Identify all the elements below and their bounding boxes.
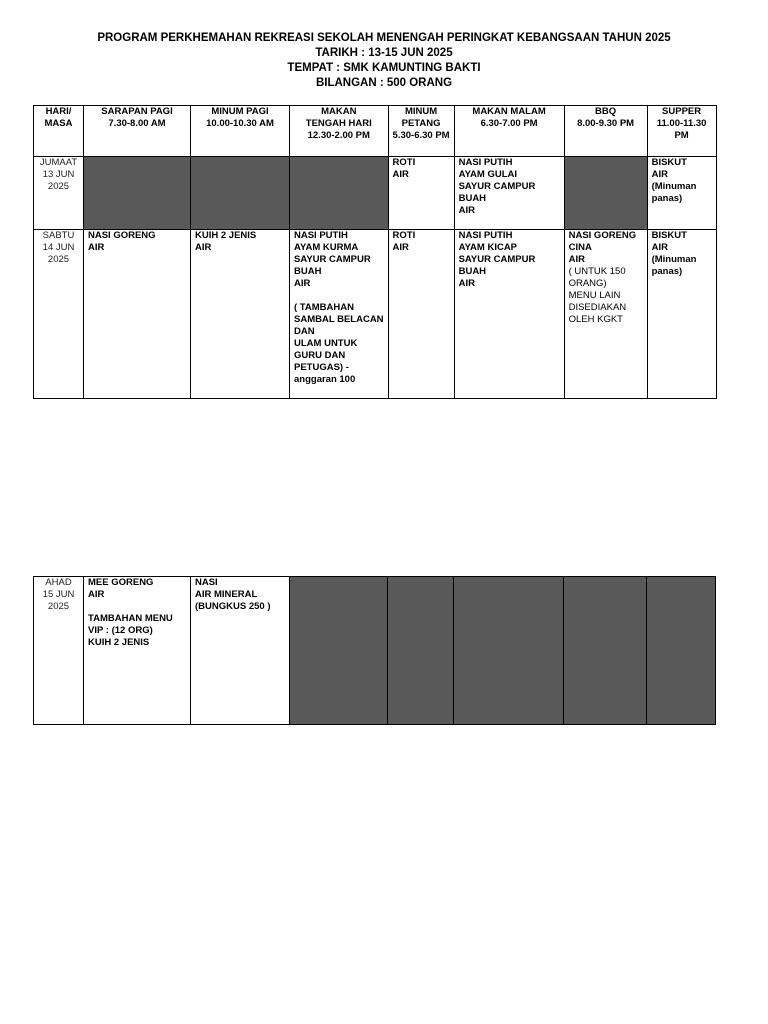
- table-row: [34, 230, 717, 399]
- menu-cell-minum-petang: ROTI AIR: [388, 157, 454, 230]
- menu-table-continued: [33, 576, 716, 725]
- program-title: PROGRAM PERKHEMAHAN REKREASI SEKOLAH MENENGAH PERINGKAT KEBANGSAAN TAHUN 2025: [97, 32, 671, 44]
- col-header-bbq: BBQ 8.00-9.30 PM: [564, 106, 647, 157]
- menu-cell-sarapan: NASI GORENG AIR: [84, 230, 191, 399]
- menu-cell-minum-pagi: KUIH 2 JENIS AIR: [191, 230, 290, 399]
- col-header-sarapan: SARAPAN PAGI 7.30-8.00 AM: [84, 106, 191, 157]
- menu-cell-makan-tengah-hari: NASI PUTIH AYAM KURMA SAYUR CAMPUR BUAH AIR ( TAMBAHAN SAMBAL BELACAN DAN ULAM UNTUK GURU DAN PETUGAS) - anggaran 100: [290, 230, 389, 399]
- day-cell-sabtu: SABTU 14 JUN 2025: [34, 230, 84, 399]
- col-header-minum-petang: MINUM PETANG 5.30-6.30 PM: [388, 106, 454, 157]
- menu-cell-sarapan: MEE GORENG AIR TAMBAHAN MENU VIP : (12 ORG) KUIH 2 JENIS: [84, 577, 191, 725]
- date-line: TARIKH : 13-15 JUN 2025: [315, 47, 453, 59]
- menu-cell-makan-malam: NASI PUTIH AYAM GULAI SAYUR CAMPUR BUAH AIR: [454, 157, 564, 230]
- table-row: [34, 157, 717, 230]
- shaded-cell: [564, 157, 647, 230]
- shaded-cell: [647, 577, 716, 725]
- menu-cell-makan-malam: NASI PUTIH AYAM KICAP SAYUR CAMPUR BUAH AIR: [454, 230, 564, 399]
- col-header-makan-tengah-hari: MAKAN TENGAH HARI 12.30-2.00 PM: [290, 106, 389, 157]
- menu-table: [33, 105, 717, 399]
- col-header-supper: SUPPER 11.00-11.30 PM: [647, 106, 716, 157]
- menu-cell-minum-pagi: NASI AIR MINERAL (BUNGKUS 250 ): [191, 577, 290, 725]
- menu-cell-minum-petang: ROTI AIR: [388, 230, 454, 399]
- header-row: [34, 106, 717, 157]
- shaded-cell: [454, 577, 564, 725]
- count-line: BILANGAN : 500 ORANG: [315, 77, 453, 89]
- menu-cell-supper: BISKUT AIR (Minuman panas): [647, 230, 716, 399]
- day-cell-ahad: AHAD 15 JUN 2025: [34, 577, 84, 725]
- col-header-makan-malam: MAKAN MALAM 6.30-7.00 PM: [454, 106, 564, 157]
- shaded-cell: [290, 577, 388, 725]
- shaded-cell: [564, 577, 647, 725]
- day-cell-jumaat: JUMAAT 13 JUN 2025: [34, 157, 84, 230]
- col-header-minum-pagi: MINUM PAGI 10.00-10.30 AM: [191, 106, 290, 157]
- menu-cell-bbq: NASI GORENG CINA AIR ( UNTUK 150 ORANG) MENU LAIN DISEDIAKAN OLEH KGKT: [564, 230, 647, 399]
- venue-line: TEMPAT : SMK KAMUNTING BAKTI: [287, 62, 481, 74]
- col-header-day: HARI/ MASA: [34, 106, 84, 157]
- shaded-cell: [388, 577, 454, 725]
- menu-cell-supper: BISKUT AIR (Minuman panas): [647, 157, 716, 230]
- shaded-cell: [290, 157, 389, 230]
- document-title-block: [0, 31, 768, 91]
- table-row: [34, 577, 716, 725]
- shaded-cell: [84, 157, 191, 230]
- shaded-cell: [191, 157, 290, 230]
